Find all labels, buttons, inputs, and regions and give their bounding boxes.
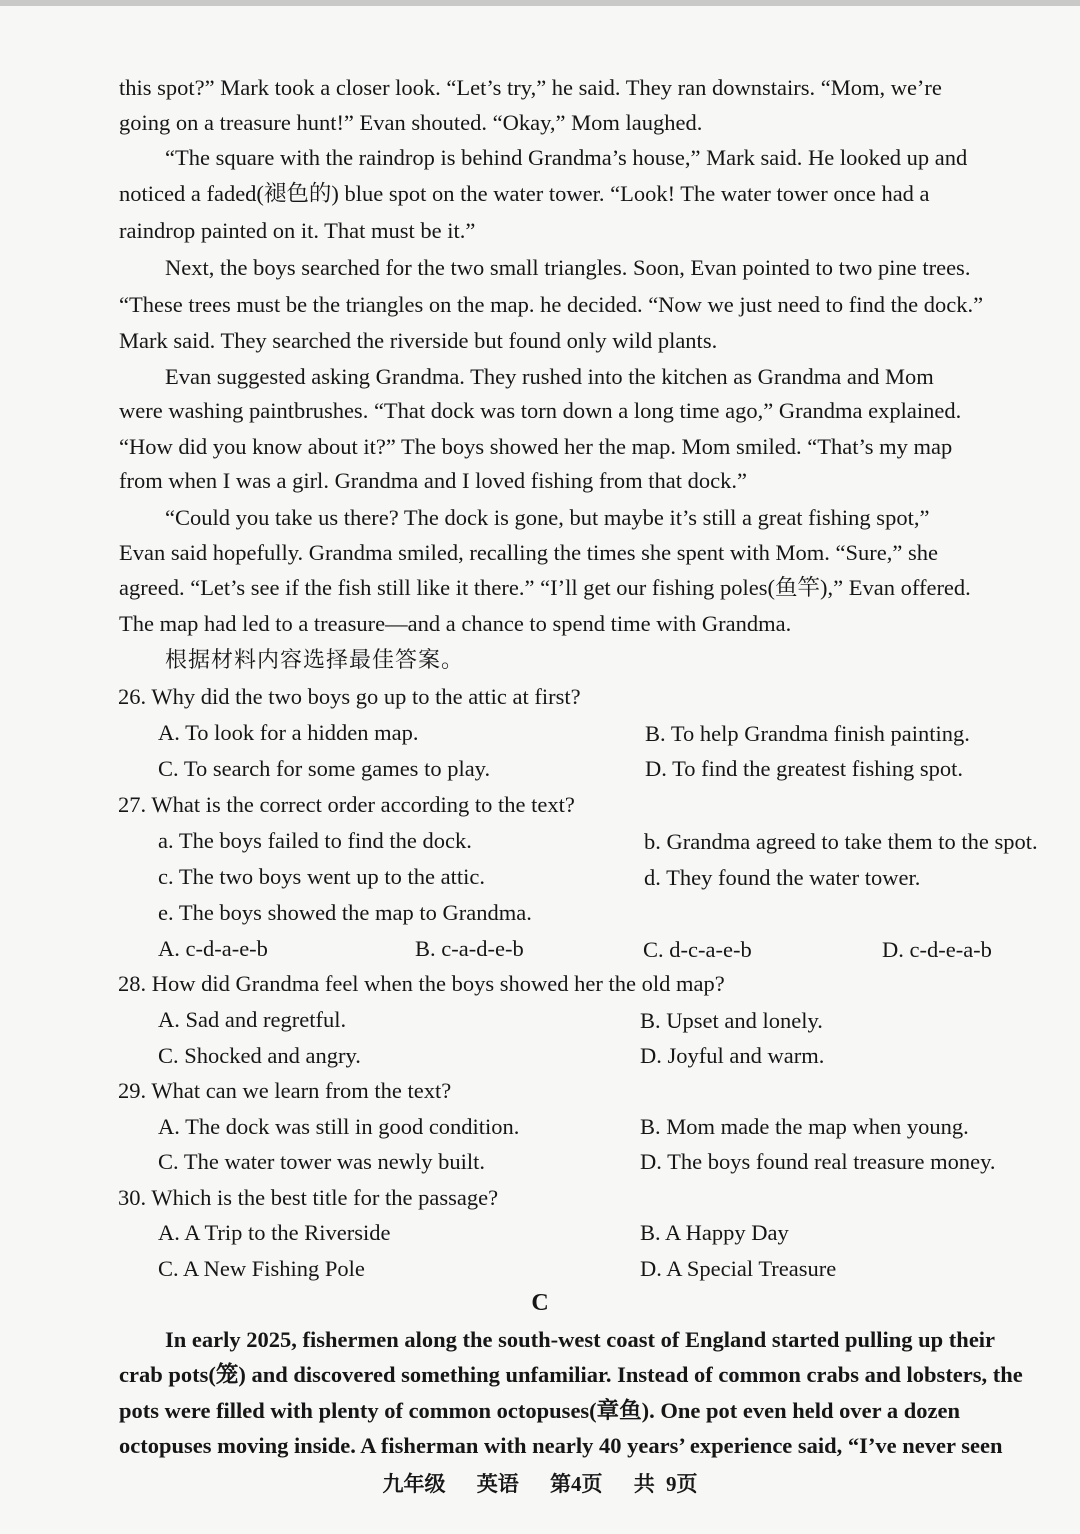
option-b[interactable]: B. To help Grandma finish painting. <box>645 721 970 746</box>
passage-line: this spot?” Mark took a closer look. “Let’s try,” he said. They ran downstairs. “Mom, we’re <box>119 75 942 100</box>
passage-line: raindrop painted on it. That must be it.” <box>119 218 476 243</box>
option-a[interactable]: A. To look for a hidden map. <box>158 720 419 745</box>
passage-line: “These trees must be the triangles on the map. he decided. “Now we just need to find the dock.” <box>119 292 984 317</box>
instruction-text: 根据材料内容选择最佳答案。 <box>165 647 465 672</box>
footer-total: 共 9页 <box>633 1472 698 1496</box>
question-stem: 28. How did Grandma feel when the boys showed her the old map? <box>118 971 725 996</box>
option-d[interactable]: D. A Special Treasure <box>640 1256 837 1281</box>
page-footer <box>0 1468 1080 1498</box>
question-stem: 26. Why did the two boys go up to the attic at first? <box>118 684 581 709</box>
option-b[interactable]: B. Upset and lonely. <box>640 1008 823 1033</box>
question-stem: 29. What can we learn from the text? <box>118 1078 452 1103</box>
event-item: b. Grandma agreed to take them to the spot. <box>644 829 1038 854</box>
event-item: d. They found the water tower. <box>644 865 921 890</box>
question-stem: 27. What is the correct order according to the text? <box>118 792 575 817</box>
option-c[interactable]: C. Shocked and angry. <box>158 1043 361 1068</box>
option-b[interactable]: B. c-a-d-e-b <box>415 936 524 961</box>
option-a[interactable]: A. c-d-a-e-b <box>158 936 268 961</box>
option-d[interactable]: D. Joyful and warm. <box>640 1043 825 1068</box>
passage-line: going on a treasure hunt!” Evan shouted. “Okay,” Mom laughed. <box>119 110 703 135</box>
passage-line: octopuses moving inside. A fisherman with nearly 40 years’ experience said, “I’ve never seen <box>119 1433 1003 1458</box>
passage-line: “Could you take us there? The dock is gone, but maybe it’s still a great fishing spot,” <box>165 505 930 530</box>
option-b[interactable]: B. A Happy Day <box>640 1220 789 1245</box>
event-item: a. The boys failed to find the dock. <box>158 828 472 853</box>
option-c[interactable]: C. To search for some games to play. <box>158 756 491 781</box>
section-heading: C <box>531 1290 549 1316</box>
option-a[interactable]: A. The dock was still in good condition. <box>158 1114 520 1139</box>
passage-line: crab pots(笼) and discovered something unfamiliar. Instead of common crabs and lobsters, the <box>119 1362 1023 1387</box>
passage-line: Evan suggested asking Grandma. They rushed into the kitchen as Grandma and Mom <box>165 364 934 389</box>
passage-line: Next, the boys searched for the two small triangles. Soon, Evan pointed to two pine trees. <box>165 255 971 280</box>
passage-line: noticed a faded(褪色的) blue spot on the water tower. “Look! The water tower once had a <box>119 181 930 206</box>
passage-line: “How did you know about it?” The boys showed her the map. Mom smiled. “That’s my map <box>119 434 953 459</box>
footer-page: 第4页 <box>550 1472 603 1496</box>
question-stem: 30. Which is the best title for the passage? <box>118 1185 499 1210</box>
passage-line: pots were filled with plenty of common octopuses(章鱼). One pot even held over a dozen <box>119 1398 960 1423</box>
option-c[interactable]: C. d-c-a-e-b <box>643 937 752 962</box>
event-item: e. The boys showed the map to Grandma. <box>158 900 532 925</box>
option-d[interactable]: D. To find the greatest fishing spot. <box>645 756 963 781</box>
passage-line: In early 2025, fishermen along the south-west coast of England started pulling up their <box>165 1327 996 1352</box>
event-item: c. The two boys went up to the attic. <box>158 864 486 889</box>
option-c[interactable]: C. The water tower was newly built. <box>158 1149 486 1174</box>
footer-grade: 九年级 <box>382 1472 446 1496</box>
passage-line: “The square with the raindrop is behind Grandma’s house,” Mark said. He looked up and <box>165 145 968 170</box>
option-d[interactable]: D. c-d-e-a-b <box>882 937 992 962</box>
option-c[interactable]: C. A New Fishing Pole <box>158 1256 365 1281</box>
passage-line: were washing paintbrushes. “That dock was torn down a long time ago,” Grandma explained. <box>119 398 962 423</box>
passage-line: The map had led to a treasure—and a chance to spend time with Grandma. <box>119 611 792 636</box>
passage-line: Mark said. They searched the riverside but found only wild plants. <box>119 328 718 353</box>
option-a[interactable]: A. Sad and regretful. <box>158 1007 347 1032</box>
passage-line: agreed. “Let’s see if the fish still like it there.” “I’ll get our fishing poles(鱼竿),” Evan offered. <box>119 575 971 600</box>
option-a[interactable]: A. A Trip to the Riverside <box>158 1220 391 1245</box>
passage-line: Evan said hopefully. Grandma smiled, recalling the times she spent with Mom. “Sure,” she <box>119 540 938 565</box>
option-d[interactable]: D. The boys found real treasure money. <box>640 1149 996 1174</box>
footer-subject: 英语 <box>476 1472 519 1496</box>
passage-line: from when I was a girl. Grandma and I loved fishing from that dock.” <box>119 468 747 493</box>
option-b[interactable]: B. Mom made the map when young. <box>640 1114 969 1139</box>
